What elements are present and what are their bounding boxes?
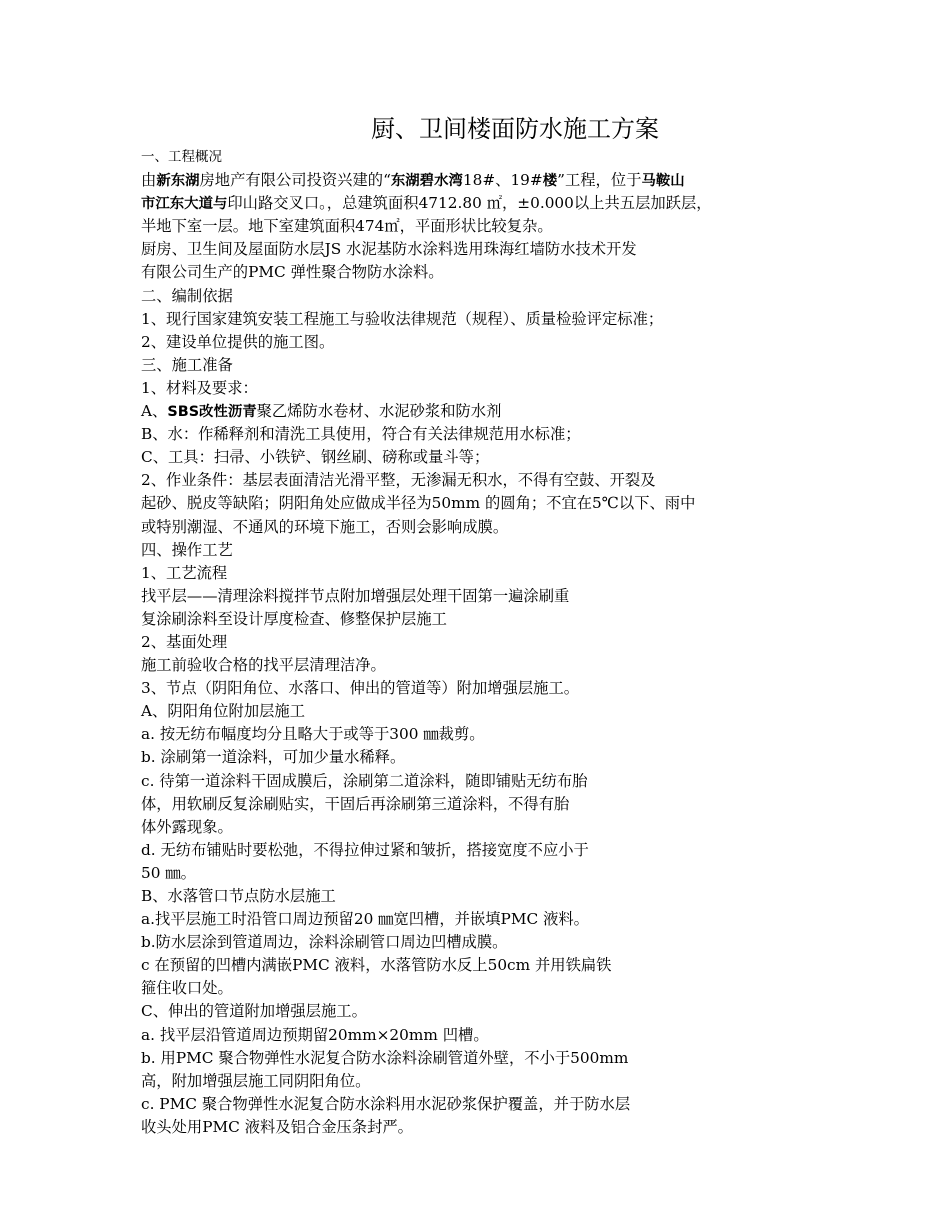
text-line	[141, 723, 841, 746]
text-line	[141, 862, 841, 885]
text-segment: b. 用PMC 聚合物弹性水泥复合防水涂料涂刷管道外壁，不小于500mm	[141, 1048, 629, 1067]
text-line	[141, 423, 841, 446]
text-segment: b. 涂刷第一道涂料，可加少量水稀释。	[141, 748, 406, 767]
text-line	[141, 1116, 841, 1139]
text-segment: 2、作业条件：基层表面清洁光滑平整，无渗漏无积水，不得有空鼓、开裂及	[141, 471, 656, 490]
text-line	[141, 793, 841, 816]
text-segment: c 在预留的凹槽内满嵌PMC 液料，水落管防水反上50cm 并用铁扁铁	[141, 956, 612, 975]
text-segment: 三、施工准备	[141, 355, 233, 374]
text-segment: 1、材料及要求：	[141, 378, 258, 397]
text-segment: 房地产有限公司投资兴建的“	[199, 171, 391, 190]
text-line	[141, 1047, 841, 1070]
text-line	[141, 700, 841, 723]
text-line	[141, 1024, 841, 1047]
text-line	[141, 562, 841, 585]
text-segment: 3、节点（阴阳角位、水落口、伸出的管道等）附加增强层施工。	[141, 679, 580, 698]
text-segment: 1、现行国家建筑安装工程施工与验收法律规范（规程）、质量检验评定标准；	[141, 309, 664, 328]
text-line	[141, 354, 841, 377]
text-segment: 箍住收口处。	[141, 979, 233, 998]
text-segment: 复涂刷涂料至设计厚度检查、修整保护层施工	[141, 609, 447, 628]
text-line	[141, 400, 841, 423]
bold-text-segment: 马鞍山	[641, 173, 685, 190]
text-segment: A、	[141, 402, 168, 421]
text-line	[141, 215, 841, 238]
text-segment: B、水落管口节点防水层施工	[141, 887, 336, 905]
text-segment: C、伸出的管道附加增强层施工。	[141, 1002, 367, 1021]
text-line	[141, 631, 841, 654]
text-segment: 一、工程概况	[141, 149, 222, 165]
text-segment: C、工具：扫帚、小铁铲、钢丝刷、磅称或量斗等；	[141, 448, 490, 467]
text-line	[141, 539, 841, 562]
text-segment: 厨房、卫生间及屋面防水层JS 水泥基防水涂料选用珠海红墙防水技术开发	[141, 240, 637, 259]
text-line	[141, 261, 841, 284]
text-line	[141, 746, 841, 769]
text-line	[141, 816, 841, 839]
text-segment: 收头处用PMC 液料及铝合金压条封严。	[141, 1117, 413, 1136]
text-segment: c. PMC 聚合物弹性水泥复合防水涂料用水泥砂浆保护覆盖，并于防水层	[141, 1094, 631, 1113]
text-line	[141, 192, 841, 215]
text-segment: 或特别潮湿、不通风的环境下施工，否则会影响成膜。	[141, 517, 509, 536]
text-line	[141, 770, 841, 793]
text-line	[141, 1070, 841, 1093]
text-line	[141, 839, 841, 862]
text-segment: 施工前验收合格的找平层清理洁净。	[141, 656, 386, 675]
text-segment: 印山路交叉口。，总建筑面积4712.80 ㎡，±0.000以上共五层加跃层，	[227, 194, 712, 213]
bold-text-segment: 新东湖	[156, 173, 200, 190]
text-segment: 由	[141, 171, 157, 190]
text-line	[141, 585, 841, 608]
text-line	[141, 954, 841, 977]
text-line	[141, 885, 841, 908]
text-segment: ”工程，位于	[557, 171, 642, 190]
text-segment: 50 ㎜。	[141, 863, 196, 882]
text-line	[141, 169, 841, 192]
text-segment: a.找平层施工时沿管口周边预留20 ㎜宽凹槽，并嵌填PMC 液料。	[141, 910, 589, 929]
text-line	[141, 654, 841, 677]
text-line	[141, 308, 841, 331]
text-line	[141, 977, 841, 1000]
text-segment: a. 按无纺布幅度均分且略大于或等于300 ㎜裁剪。	[141, 725, 485, 744]
document-body	[141, 146, 841, 1139]
text-line	[141, 931, 841, 954]
text-segment: A、阴阳角位附加层施工	[141, 702, 306, 721]
bold-text-segment: 楼	[542, 173, 558, 190]
text-segment: c. 待第一道涂料干固成膜后，涂刷第二道涂料，随即铺贴无纺布胎	[141, 771, 588, 790]
text-segment: 半地下室一层。地下室建筑面积474㎡，平面形状比较复杂。	[141, 217, 553, 236]
text-segment: 高，附加增强层施工同阴阳角位。	[141, 1071, 371, 1090]
text-line	[141, 331, 841, 354]
text-line	[141, 908, 841, 931]
text-line	[141, 377, 841, 400]
text-segment: 找平层——清理涂料搅拌节点附加增强层处理干固第一遍涂刷重	[141, 586, 570, 605]
text-line	[141, 677, 841, 700]
bold-text-segment: SBS改性沥青	[167, 404, 257, 421]
text-segment: 体外露现象。	[141, 817, 233, 836]
text-segment: 聚乙烯防水卷材、水泥砂浆和防水剂	[256, 402, 502, 421]
text-segment: 2、基面处理	[141, 632, 228, 651]
text-segment: 1、工艺流程	[141, 563, 228, 582]
text-segment: 有限公司生产的PMC 弹性聚合物防水涂料。	[141, 263, 444, 282]
text-line	[141, 446, 841, 469]
text-segment: 体，用软刷反复涂刷贴实，干固后再涂刷第三道涂料，不得有胎	[141, 794, 570, 813]
text-segment: 2、建设单位提供的施工图。	[141, 332, 335, 351]
bold-text-segment: 东湖碧水湾	[390, 173, 463, 190]
text-line	[141, 146, 841, 169]
text-line	[141, 608, 841, 631]
text-line	[141, 492, 841, 515]
bold-text-segment: 市江东大道与	[141, 196, 228, 213]
text-line	[141, 238, 841, 261]
text-segment: 18#、19#	[462, 171, 543, 190]
text-line	[141, 469, 841, 492]
text-segment: 四、操作工艺	[141, 540, 233, 559]
text-line	[141, 285, 841, 308]
page-title: 厨、卫间楼面防水施工方案	[371, 115, 659, 143]
text-line	[141, 516, 841, 539]
text-segment: 二、编制依据	[141, 286, 233, 305]
text-line	[141, 1000, 841, 1023]
text-segment: b.防水层涂到管道周边，涂料涂刷管口周边凹槽成膜。	[141, 933, 508, 952]
text-segment: B、水：作稀释剂和清洗工具使用，符合有关法律规范用水标准；	[141, 425, 581, 444]
text-segment: a. 找平层沿管道周边预期留20mm×20mm 凹槽。	[141, 1025, 489, 1044]
text-segment: 起砂、脱皮等缺陷；阴阳角处应做成半径为50mm 的圆角；不宜在5℃以下、雨中	[141, 494, 696, 513]
text-segment: d. 无纺布铺贴时要松弛，不得拉伸过紧和皱折，搭接宽度不应小于	[141, 840, 589, 859]
text-line	[141, 1093, 841, 1116]
